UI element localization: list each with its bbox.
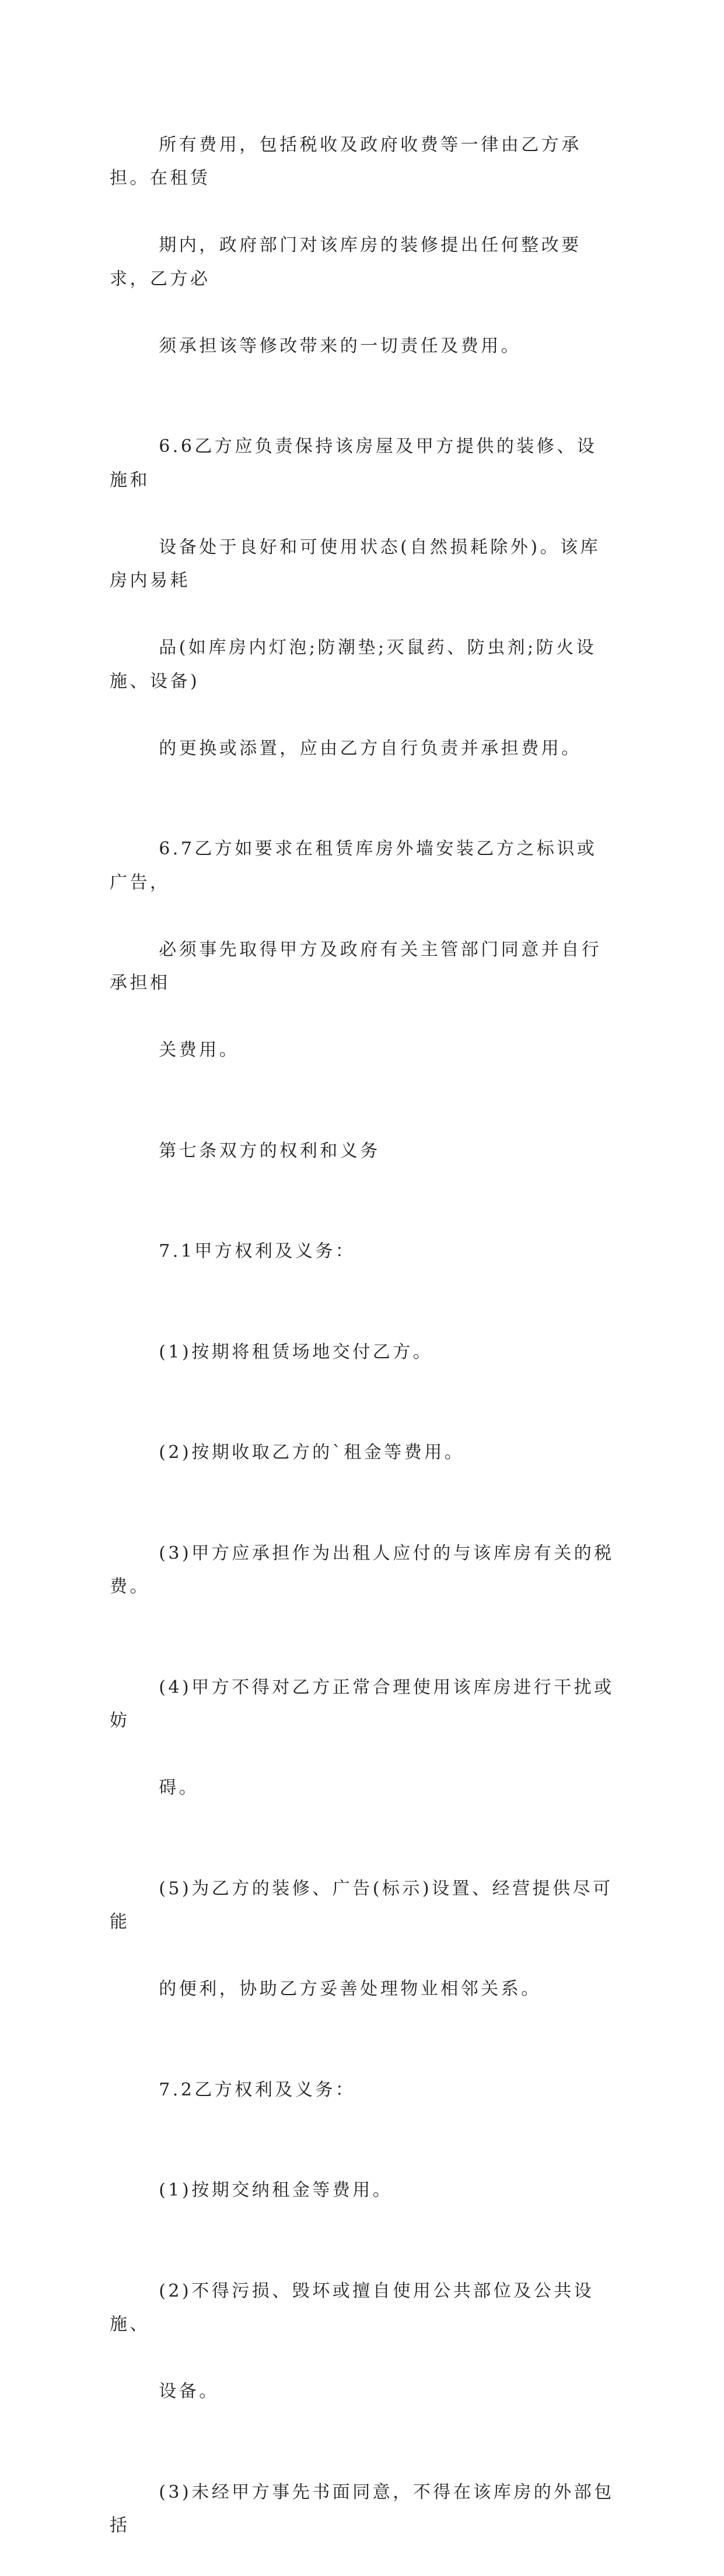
clause-7-2-item-2: [110, 2241, 614, 2442]
text-line: (3)甲方应承担作为出租人应付的与该库房有关的税费。: [110, 1543, 614, 1597]
clause-7-1-item-3: [110, 1503, 614, 1637]
clause-7-1-heading: [110, 1201, 614, 1302]
text-line: 碍。: [159, 1778, 200, 1798]
text-line: (1)按期将租赁场地交付乙方。: [159, 1341, 433, 1362]
text-line: (1)按期交纳租金等费用。: [159, 2180, 393, 2200]
text-line: (3)未经甲方事先书面同意，不得在该库房的外部包括: [110, 2482, 614, 2536]
text-line: 必须事先取得甲方及政府有关主管部门同意并自行承担相: [110, 939, 602, 993]
clause-7-2-item-1: [110, 2140, 614, 2241]
text-line: 期内，政府部门对该库房的装修提出任何整改要求，乙方必: [110, 235, 582, 289]
text-line: 关费用。: [159, 1040, 240, 1060]
clause-7-1-item-4: [110, 1637, 614, 1838]
clause-7-1-item-1: [110, 1302, 614, 1403]
contract-text: [110, 94, 614, 2576]
text-line: 第七条双方的权利和义务: [159, 1140, 380, 1161]
paragraph-fees-continued: [110, 94, 614, 397]
text-line: 的更换或添置，应由乙方自行负责并承担费用。: [159, 738, 582, 759]
clause-7-1-item-2: [110, 1403, 614, 1503]
text-line: 6.7乙方如要求在租赁库房外墙安装乙方之标识或广告，: [110, 839, 597, 893]
text-line: 品(如库房内灯泡;防潮垫;灭鼠药、防虫剂;防火设施、设备): [110, 637, 597, 692]
article-7-heading: [110, 1101, 614, 1201]
text-line: (5)为乙方的装修、广告(标示)设置、经营提供尽可能: [110, 1878, 613, 1932]
text-line: 须承担该等修改带来的一切责任及费用。: [159, 335, 522, 356]
text-line: (2)按期收取乙方的`租金等费用。: [159, 1442, 465, 1463]
text-line: 7.1甲方权利及义务：: [159, 1241, 356, 1261]
text-line: 6.6乙方应负责保持该房屋及甲方提供的装修、设施和: [110, 436, 597, 490]
text-line: 的便利，协助乙方妥善处理物业相邻关系。: [159, 1979, 541, 1999]
text-line: 7.2乙方权利及义务：: [159, 2079, 356, 2100]
text-line: 设备。: [159, 2381, 219, 2402]
clause-7-1-item-5: [110, 1838, 614, 2039]
clause-6-6: [110, 397, 614, 799]
text-line: (2)不得污损、毁坏或擅自使用公共部位及公共设施、: [110, 2280, 594, 2335]
clause-7-2-item-3: [110, 2442, 614, 2576]
text-line: (4)甲方不得对乙方正常合理使用该库房进行干扰或妨: [110, 1677, 614, 1731]
clause-7-2-heading: [110, 2039, 614, 2140]
clause-6-7: [110, 799, 614, 1101]
text-line: 所有费用，包括税收及政府收费等一律由乙方承担。在租赁: [110, 134, 582, 188]
text-line: 设备处于良好和可使用状态(自然损耗除外)。该库房内易耗: [110, 537, 601, 591]
